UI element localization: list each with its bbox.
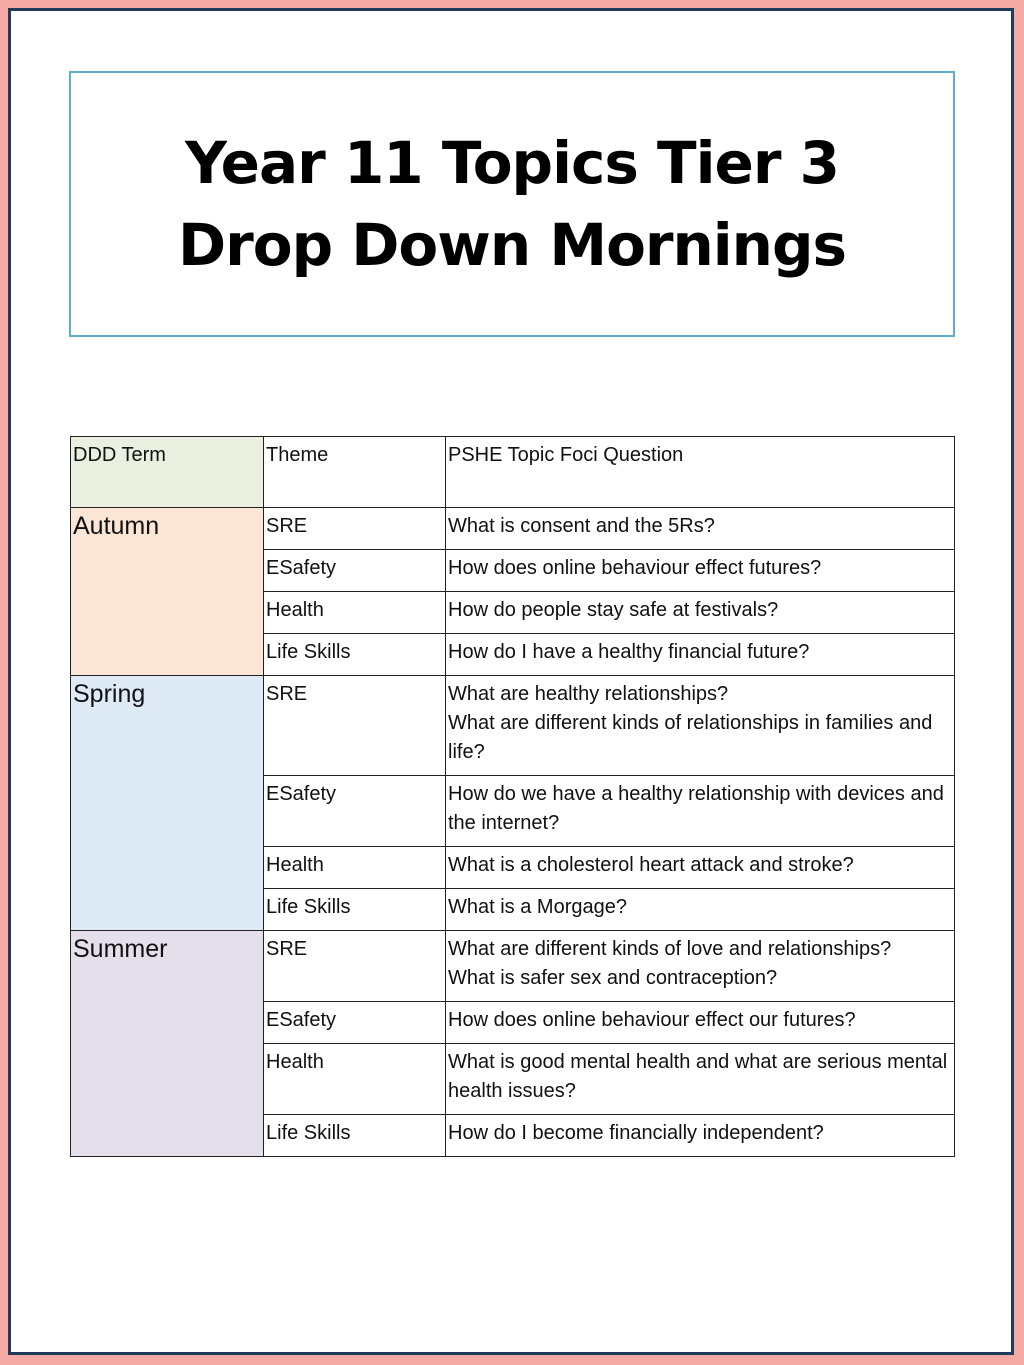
question-cell [446, 1115, 955, 1157]
question-text: What are healthy relationships? [448, 683, 729, 705]
question-text: How do we have a healthy relationship with devices and the internet? [448, 783, 944, 834]
question-cell [446, 847, 955, 889]
question-cell [446, 634, 955, 676]
question-text: What are different kinds of love and relationships? [448, 938, 892, 960]
question-cell [446, 550, 955, 592]
question-cell [446, 1002, 955, 1044]
theme-cell: Health [264, 592, 446, 634]
theme-cell: Health [264, 1044, 446, 1115]
theme-cell: SRE [264, 508, 446, 550]
question-cell [446, 776, 955, 847]
question-text: How does online behaviour effect our futures? [448, 1009, 856, 1031]
theme-cell: SRE [264, 676, 446, 776]
question-text: How do I become financially independent? [448, 1122, 824, 1144]
term-autumn: Autumn [71, 508, 264, 676]
question-text: What is safer sex and contraception? [448, 967, 778, 989]
theme-cell: Life Skills [264, 889, 446, 931]
question-text: What is a Morgage? [448, 896, 627, 918]
question-text: How do I have a healthy financial future? [448, 641, 810, 663]
page-title [178, 122, 846, 286]
question-text: What is a cholesterol heart attack and stroke? [448, 854, 854, 876]
table-row [71, 931, 955, 1002]
title-line-1: Year 11 Topics Tier 3 [185, 129, 839, 197]
table-header-row [71, 437, 955, 508]
term-summer: Summer [71, 931, 264, 1157]
question-cell [446, 889, 955, 931]
question-text: What is consent and the 5Rs? [448, 515, 715, 537]
question-cell [446, 508, 955, 550]
question-cell [446, 1044, 955, 1115]
theme-cell: SRE [264, 931, 446, 1002]
question-cell [446, 676, 955, 776]
question-text: How do people stay safe at festivals? [448, 599, 779, 621]
topics-table [70, 436, 955, 1157]
theme-cell: ESafety [264, 776, 446, 847]
table-row [71, 676, 955, 776]
question-text: What is good mental health and what are serious mental health issues? [448, 1051, 948, 1102]
theme-cell: Life Skills [264, 1115, 446, 1157]
title-line-2: Drop Down Mornings [177, 211, 847, 279]
question-text: How does online behaviour effect futures? [448, 557, 822, 579]
header-theme: Theme [264, 437, 446, 508]
theme-cell: ESafety [264, 1002, 446, 1044]
term-spring: Spring [71, 676, 264, 931]
title-box [69, 71, 955, 337]
header-ddd-term: DDD Term [71, 437, 264, 508]
question-cell [446, 592, 955, 634]
table-row [71, 508, 955, 550]
question-cell [446, 931, 955, 1002]
header-question: PSHE Topic Foci Question [446, 437, 955, 508]
theme-cell: Life Skills [264, 634, 446, 676]
question-text: What are different kinds of relationships in families and life? [448, 712, 933, 763]
theme-cell: ESafety [264, 550, 446, 592]
theme-cell: Health [264, 847, 446, 889]
